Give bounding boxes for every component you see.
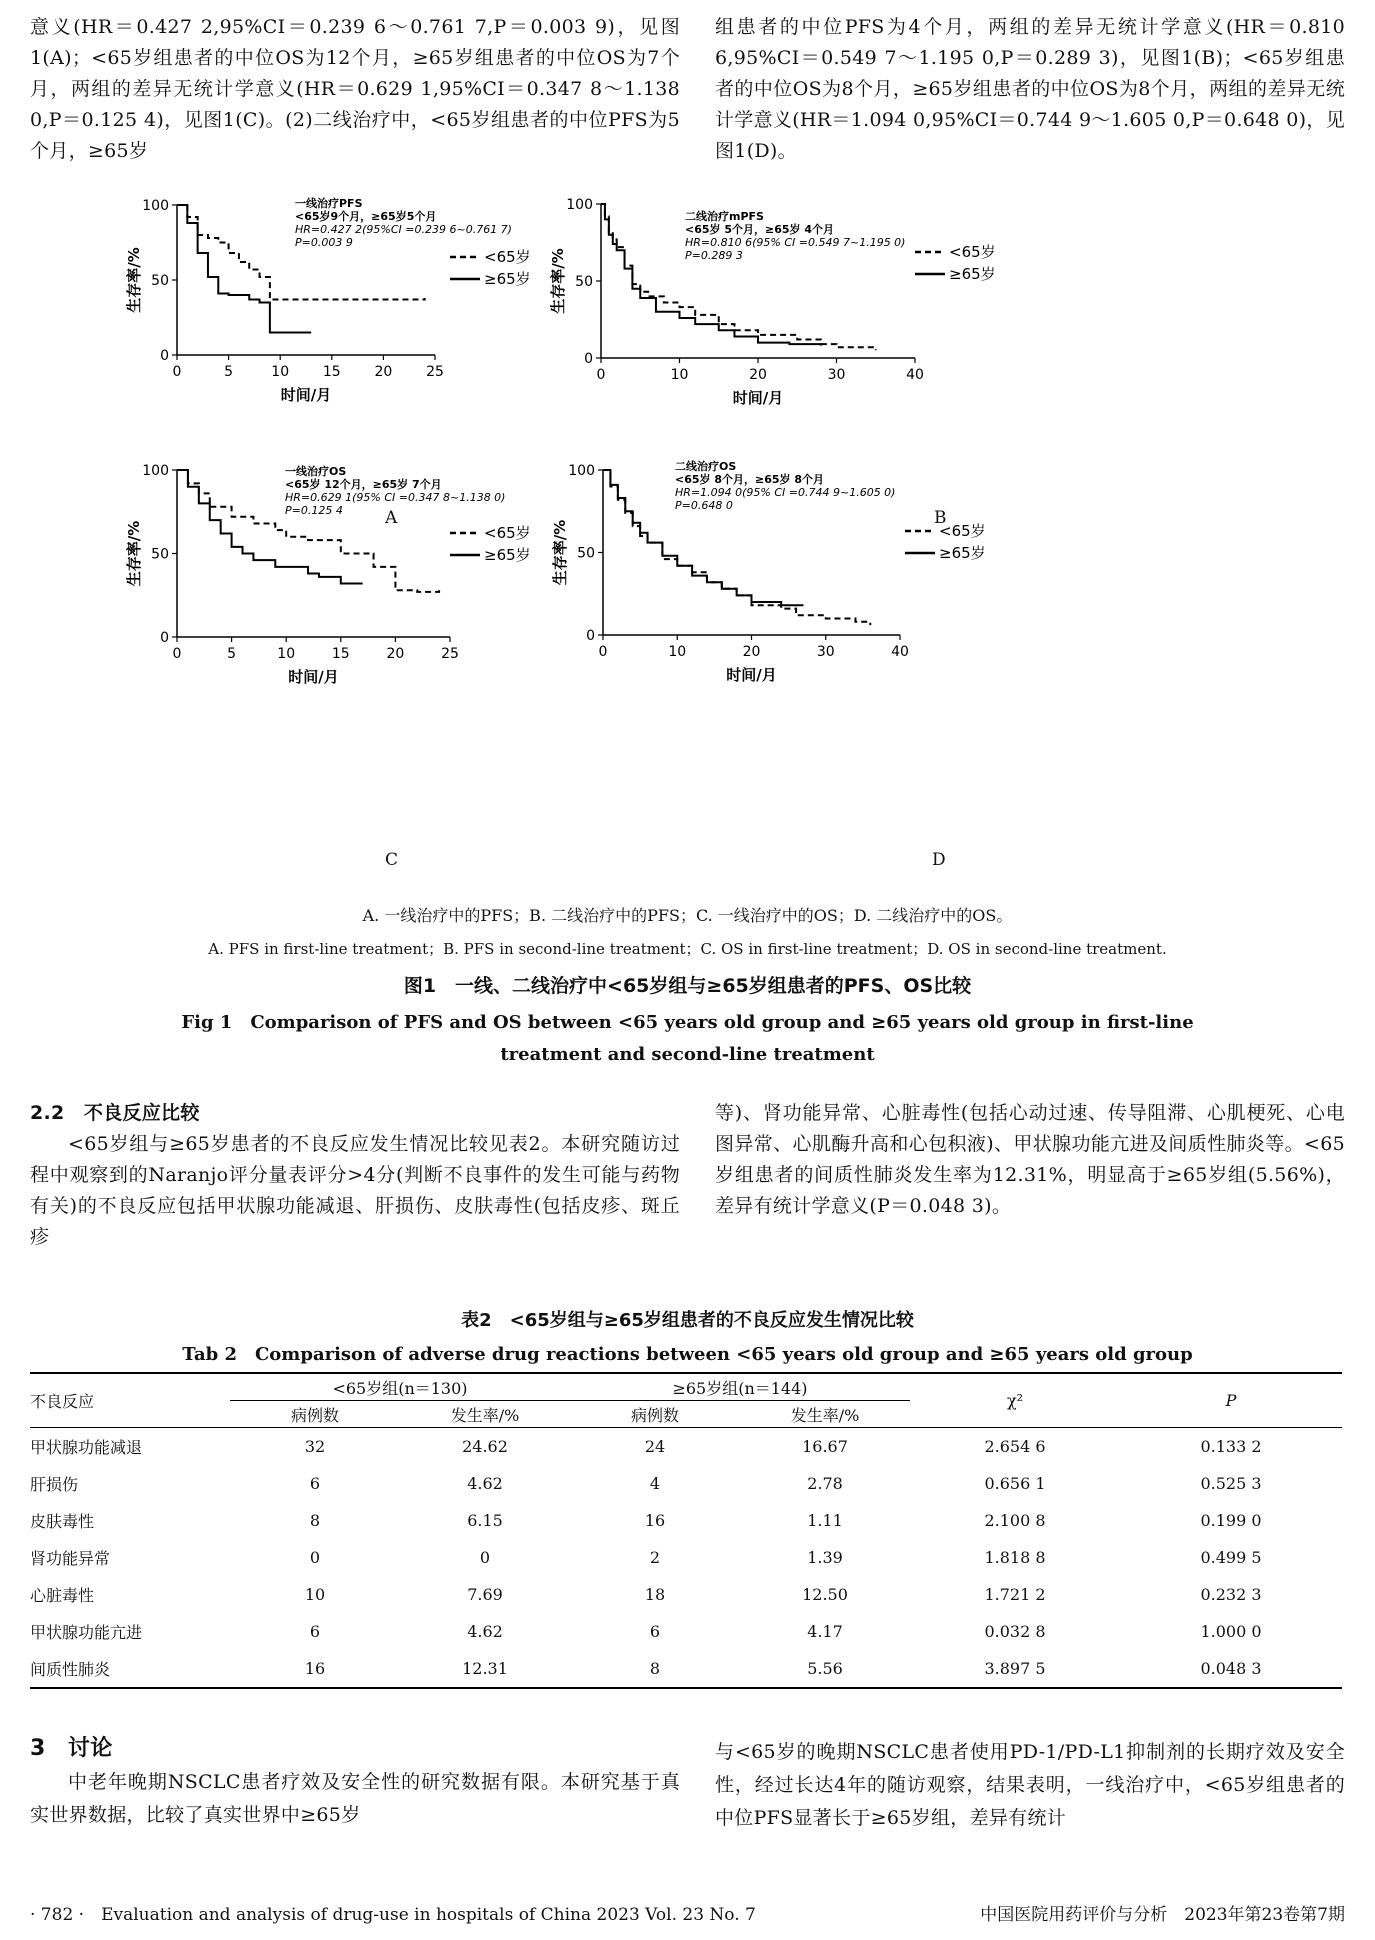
km-svg-d (545, 455, 995, 700)
table-cell: 2.654 6 (984, 1437, 1046, 1456)
col-header-group1: <65岁组(n＝130) (230, 1373, 570, 1401)
row-label: 皮肤毒性 (30, 1512, 95, 1531)
y-tick-label: 50 (151, 546, 169, 563)
table-row (30, 1539, 1342, 1576)
legend-label: <65岁 (484, 524, 531, 542)
x-axis-label: 时间/月 (288, 668, 339, 686)
section-3-right (715, 1736, 1345, 1835)
x-tick-label: 5 (224, 364, 234, 380)
section-3-text-left: 中老年晚期NSCLC患者疗效及安全性的研究数据有限。本研究基于真实世界数据，比较了真实世界中≥65岁 (30, 1771, 680, 1826)
table-cell: 0.048 3 (1200, 1659, 1262, 1678)
figure-title-cn: 图1 一线、二线治疗中<65岁组与≥65岁组患者的PFS、OS比较 (403, 975, 972, 997)
table-cell: 1.39 (807, 1548, 843, 1567)
top-left-text: 意义(HR＝0.427 2,95%CI＝0.239 6～0.761 7,P＝0.003 9)，见图1(A)；<65岁组患者的中位OS为12个月，≥65岁组患者的中位OS为7个月，两组的差异无统计学意义(HR＝0.629 1,95%CI＝0.347 8～1.138 0,P＝0.125 4)，见图1(C)。(2)二线治疗中，<65岁组患者的中位PFS为5个月，≥65岁 (30, 16, 680, 162)
table-cell: 1.11 (807, 1511, 843, 1530)
row-label: 心脏毒性 (30, 1586, 95, 1605)
row-label: 肾功能异常 (30, 1549, 111, 1568)
table-cell: 0 (479, 1548, 491, 1567)
y-tick-label: 50 (577, 545, 595, 562)
col-header-rate-1: 发生率/% (450, 1405, 520, 1425)
table-cell: 0.525 3 (1200, 1474, 1262, 1493)
x-tick-label: 20 (386, 646, 405, 662)
annotation-line: <65岁9个月，≥65岁5个月 (295, 210, 437, 223)
section-2-2-right (715, 1098, 1345, 1222)
x-tick-label: 20 (742, 644, 761, 660)
x-tick-label: 0 (172, 364, 182, 380)
section-2-2-text-right: 等)、肾功能异常、心脏毒性(包括心动过速、传导阻滞、心肌梗死、心电图异常、心肌酶升高和心包积液)、甲状腺功能亢进及间质性肺炎等。<65岁组患者的间质性肺炎发生率为12.31%，明显高于≥65岁组(5.56%)，差异有统计学意义(P＝0.048 3)。 (715, 1102, 1345, 1217)
table-cell: 32 (304, 1437, 326, 1456)
y-axis-label: 生存率/% (551, 519, 569, 586)
x-tick-label: 0 (596, 367, 606, 383)
annotation-line: P=0.648 0 (675, 499, 733, 512)
adverse-reaction-table (30, 1372, 1342, 1689)
table-cell: 2.78 (807, 1474, 843, 1493)
legend-label: <65岁 (949, 243, 995, 261)
col-header-group2: ≥65岁组(n＝144) (570, 1373, 910, 1401)
col-header-chi: χ² (1006, 1391, 1024, 1410)
section-3-left (30, 1732, 680, 1832)
table-cell: 5.56 (807, 1659, 843, 1678)
x-axis-label: 时间/月 (726, 666, 777, 684)
top-right-text: 组患者的中位PFS为4个月，两组的差异无统计学意义(HR＝0.810 6,95%CI＝0.549 7～1.195 0,P＝0.289 3)，见图1(B)；<65岁组患者的中位OS为8个月，≥65岁组患者的中位OS为8个月，两组的差异无统计学意义(HR＝1.094 0,95%CI＝0.744 9～1.605 0,P＝0.648 0)，见图1(D)。 (715, 16, 1345, 162)
km-svg-b (545, 180, 995, 415)
figure-title-en-1: Fig 1 Comparison of PFS and OS between <65 years old group and ≥65 years old group in first-line (181, 1012, 1194, 1033)
table-cell: 18 (644, 1585, 666, 1604)
footer-left: · 782 · Evaluation and analysis of drug-use in hospitals of China 2023 Vol. 23 No. 7 (30, 1905, 756, 1925)
y-tick-label: 50 (575, 274, 593, 290)
annotation-line: P=0.289 3 (685, 249, 743, 262)
x-tick-label: 25 (426, 364, 444, 380)
y-tick-label: 0 (160, 630, 169, 646)
x-tick-label: 10 (271, 364, 290, 380)
annotation-line: 一线治疗OS (285, 465, 347, 478)
annotation-line: HR=0.427 2(95%CI =0.239 6~0.761 7) (295, 223, 512, 236)
annotation-line: HR=0.629 1(95% CI =0.347 8~1.138 0) (285, 491, 506, 504)
annotation-line: P=0.125 4 (285, 504, 343, 517)
table-cell: 6.15 (467, 1511, 503, 1530)
x-tick-label: 10 (670, 367, 689, 383)
x-tick-label: 0 (172, 646, 182, 662)
km-plot-c (125, 455, 565, 700)
table-cell: 3.897 5 (984, 1659, 1046, 1678)
table-cell: 1.721 2 (984, 1585, 1046, 1604)
table-row (30, 1502, 1342, 1539)
table-row (30, 1613, 1342, 1650)
x-tick-label: 40 (906, 367, 924, 383)
y-axis-label: 生存率/% (125, 520, 143, 587)
col-header-cases-1: 病例数 (290, 1405, 339, 1425)
x-tick-label: 5 (227, 646, 237, 662)
table-cell: 12.50 (802, 1585, 848, 1604)
legend-label: <65岁 (939, 522, 986, 540)
annotation-line: <65岁 8个月，≥65岁 8个月 (675, 473, 825, 486)
table-cell: 1.818 8 (984, 1548, 1046, 1567)
table-cell: 16 (304, 1659, 326, 1678)
section-2-2-left (30, 1098, 680, 1253)
x-tick-label: 25 (441, 646, 459, 662)
y-tick-label: 100 (568, 463, 595, 479)
y-tick-label: 0 (584, 351, 593, 367)
annotation-line: HR=1.094 0(95% CI =0.744 9~1.605 0) (675, 486, 896, 499)
annotation-line: HR=0.810 6(95% CI =0.549 7~1.195 0) (685, 236, 906, 249)
section-2-2-text-left: <65岁组与≥65岁患者的不良反应发生情况比较见表2。本研究随访过程中观察到的Naranjo评分量表评分>4分(判断不良事件的发生可能与药物有关)的不良反应包括甲状腺功能减退、肝损伤、皮肤毒性(包括皮疹、斑丘疹 (30, 1133, 680, 1248)
table-cell: 0.133 2 (1200, 1437, 1262, 1456)
panel-letter-c: C (385, 850, 399, 870)
table-cell: 4.17 (807, 1622, 843, 1641)
footer-right: 中国医院用药评价与分析 2023年第23卷第7期 (980, 1905, 1345, 1925)
table-cell: 4 (649, 1474, 661, 1493)
col-header-p: P (1225, 1391, 1237, 1410)
y-tick-label: 100 (142, 198, 169, 214)
col-header-ae: 不良反应 (30, 1392, 95, 1411)
table-cell: 6 (309, 1622, 321, 1641)
x-tick-label: 15 (322, 364, 341, 380)
km-svg-a (125, 185, 545, 415)
table-cell: 2.100 8 (984, 1511, 1046, 1530)
y-axis-label: 生存率/% (549, 248, 567, 314)
x-tick-label: 10 (668, 644, 687, 660)
annotation-line: <65岁 12个月，≥65岁 7个月 (285, 478, 442, 491)
table-cell: 6 (309, 1474, 321, 1493)
panel-letter-b: B (934, 508, 947, 528)
table-cell: 10 (304, 1585, 326, 1604)
annotation-line: 二线治疗OS (675, 460, 737, 473)
figure-subcaption-en: A. PFS in first-line treatment；B. PFS in second-line treatment；C. OS in first-line treatment；D. OS in second-line treatment. (208, 940, 1167, 958)
table-cell: 0.199 0 (1200, 1511, 1262, 1530)
table-cell: 0.232 3 (1200, 1585, 1262, 1604)
table-cell: 0 (309, 1548, 321, 1567)
table-row (30, 1465, 1342, 1502)
table-cell: 1.000 0 (1200, 1622, 1262, 1641)
figure-subcaption-cn: A. 一线治疗中的PFS；B. 二线治疗中的PFS；C. 一线治疗中的OS；D. 二线治疗中的OS。 (362, 906, 1013, 925)
row-label: 甲状腺功能亢进 (30, 1623, 143, 1642)
table-cell: 0.032 8 (984, 1622, 1046, 1641)
y-tick-label: 0 (586, 628, 595, 644)
legend-label: ≥65岁 (484, 270, 531, 288)
panel-letter-a: A (385, 508, 398, 528)
table-cell: 6 (649, 1622, 661, 1641)
section-3-heading: 3 讨论 (30, 1736, 113, 1761)
legend-label: <65岁 (484, 248, 531, 266)
x-tick-label: 15 (331, 646, 350, 662)
legend-label: ≥65岁 (949, 265, 995, 283)
x-axis-label: 时间/月 (732, 389, 784, 407)
x-tick-label: 40 (891, 644, 909, 660)
x-tick-label: 30 (827, 367, 846, 383)
table-cell: 16 (644, 1511, 666, 1530)
km-plot-d (545, 455, 995, 700)
x-axis-label: 时间/月 (280, 386, 332, 404)
table-cell: 7.69 (467, 1585, 503, 1604)
x-tick-label: 20 (374, 364, 393, 380)
table-cell: 24.62 (462, 1437, 508, 1456)
annotation-line: 二线治疗mPFS (685, 210, 764, 223)
x-tick-label: 0 (598, 644, 608, 660)
table-cell: 12.31 (462, 1659, 508, 1678)
section-3-text-right: 与<65岁的晚期NSCLC患者使用PD-1/PD-L1抑制剂的长期疗效及安全性，经过长达4年的随访观察，结果表明，一线治疗中，<65岁组患者的中位PFS显著长于≥65岁组，差异有统计 (715, 1741, 1345, 1829)
top-right-paragraph (715, 12, 1345, 167)
y-tick-label: 50 (151, 273, 169, 289)
y-tick-label: 0 (160, 348, 169, 364)
y-axis-label: 生存率/% (125, 247, 143, 313)
row-label: 间质性肺炎 (30, 1660, 111, 1679)
table-cell: 4.62 (467, 1622, 503, 1641)
col-header-rate-2: 发生率/% (790, 1405, 860, 1425)
top-left-paragraph (30, 12, 680, 167)
km-plot-b (545, 180, 995, 415)
col-header-cases-2: 病例数 (630, 1405, 679, 1425)
km-svg-c (125, 455, 565, 700)
series-line-1 (177, 205, 311, 333)
table-title-en: Tab 2 Comparison of adverse drug reactions between <65 years old group and ≥65 years old group (182, 1344, 1193, 1365)
table-cell: 8 (309, 1511, 321, 1530)
x-tick-label: 20 (749, 367, 767, 383)
row-label: 甲状腺功能减退 (30, 1438, 143, 1457)
table-cell: 4.62 (467, 1474, 503, 1493)
legend-label: ≥65岁 (939, 544, 986, 562)
table-row (30, 1428, 1342, 1466)
y-tick-label: 100 (566, 197, 593, 213)
table-cell: 24 (644, 1437, 666, 1456)
panel-letter-d: D (932, 850, 946, 870)
annotation-line: <65岁 5个月，≥65岁 4个月 (685, 223, 835, 236)
y-tick-label: 100 (142, 463, 169, 479)
section-2-2-heading: 2.2 不良反应比较 (30, 1102, 200, 1124)
table-cell: 16.67 (802, 1437, 848, 1456)
table-cell: 0.499 5 (1200, 1548, 1262, 1567)
table-row (30, 1576, 1342, 1613)
table-row (30, 1650, 1342, 1688)
table-title-cn: 表2 <65岁组与≥65岁组患者的不良反应发生情况比较 (461, 1310, 914, 1331)
table-cell: 8 (649, 1659, 661, 1678)
table-cell: 2 (649, 1548, 661, 1567)
row-label: 肝损伤 (30, 1475, 79, 1494)
km-plot-a (125, 185, 545, 415)
figure-title-en-2: treatment and second-line treatment (500, 1044, 875, 1065)
legend-label: ≥65岁 (484, 546, 531, 564)
table-cell: 0.656 1 (984, 1474, 1046, 1493)
annotation-line: P=0.003 9 (295, 236, 353, 249)
x-tick-label: 10 (277, 646, 296, 662)
x-tick-label: 30 (816, 644, 835, 660)
annotation-line: 一线治疗PFS (295, 197, 363, 210)
